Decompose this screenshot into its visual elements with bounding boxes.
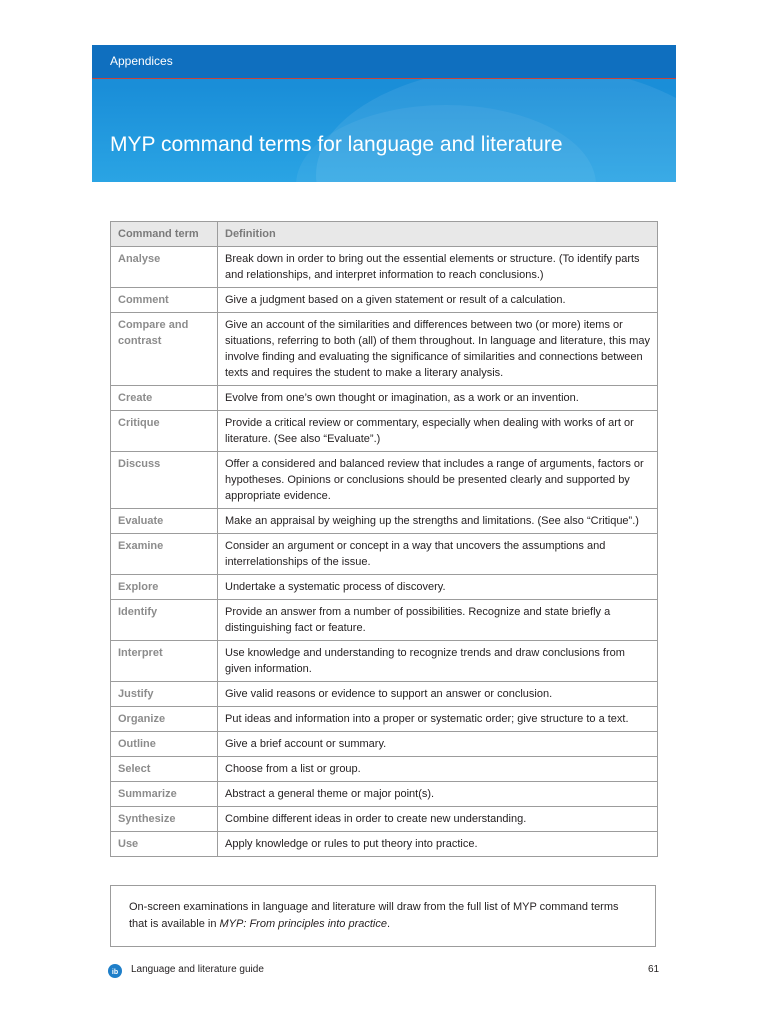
- term-definition: Make an appraisal by weighing up the strengths and limitations. (See also “Critique”.): [218, 509, 658, 534]
- section-bar: [92, 45, 676, 79]
- term-definition: Give a brief account or summary.: [218, 732, 658, 757]
- command-term: Discuss: [111, 452, 218, 509]
- table-row: [111, 386, 658, 411]
- term-definition: Give a judgment based on a given statement or result of a calculation.: [218, 288, 658, 313]
- command-term: Create: [111, 386, 218, 411]
- command-term: Evaluate: [111, 509, 218, 534]
- note-emphasis: MYP: From principles into practice: [219, 918, 387, 930]
- term-definition: Provide an answer from a number of possibilities. Recognize and state briefly a distinguishing fact or feature.: [218, 600, 658, 641]
- ib-logo-icon: [108, 964, 122, 978]
- table-row: [111, 832, 658, 857]
- column-header-term: Command term: [111, 222, 218, 247]
- term-definition: Abstract a general theme or major point(s).: [218, 782, 658, 807]
- command-term: Outline: [111, 732, 218, 757]
- command-term: Compare and contrast: [111, 313, 218, 386]
- page-number: 61: [648, 964, 660, 975]
- term-definition: Apply knowledge or rules to put theory into practice.: [218, 832, 658, 857]
- table-row: [111, 782, 658, 807]
- page-title: MYP command terms for language and literature: [110, 133, 563, 157]
- term-definition: Offer a considered and balanced review that includes a range of arguments, factors or hypotheses. Opinions or conclusions should be presented clearly and supported by appropriate evidence.: [218, 452, 658, 509]
- table-row: [111, 641, 658, 682]
- command-term: Synthesize: [111, 807, 218, 832]
- command-term: Identify: [111, 600, 218, 641]
- svg-text:ib: ib: [111, 969, 119, 976]
- command-term: Summarize: [111, 782, 218, 807]
- command-term: Comment: [111, 288, 218, 313]
- command-term: Interpret: [111, 641, 218, 682]
- table-row: [111, 682, 658, 707]
- table-row: [111, 534, 658, 575]
- term-definition: Provide a critical review or commentary, especially when dealing with works of art or literature. (See also “Evaluate”.): [218, 411, 658, 452]
- table-body: [111, 247, 658, 857]
- table-row: [111, 247, 658, 288]
- command-term: Use: [111, 832, 218, 857]
- table-row: [111, 509, 658, 534]
- table-row: [111, 707, 658, 732]
- command-term: Examine: [111, 534, 218, 575]
- term-definition: Undertake a systematic process of discovery.: [218, 575, 658, 600]
- term-definition: Use knowledge and understanding to recognize trends and draw conclusions from given information.: [218, 641, 658, 682]
- command-term: Explore: [111, 575, 218, 600]
- column-header-definition: Definition: [218, 222, 658, 247]
- term-definition: Give valid reasons or evidence to support an answer or conclusion.: [218, 682, 658, 707]
- table-row: [111, 600, 658, 641]
- note-text-end: .: [387, 918, 391, 930]
- table-row: [111, 313, 658, 386]
- command-terms-table: [110, 221, 658, 857]
- command-term: Analyse: [111, 247, 218, 288]
- term-definition: Break down in order to bring out the essential elements or structure. (To identify parts and relationships, and interpret information to reach conclusions.): [218, 247, 658, 288]
- term-definition: Choose from a list or group.: [218, 757, 658, 782]
- term-definition: Give an account of the similarities and differences between two (or more) items or situations, referring to both (all) of them throughout. In language and literature, this may involve finding and evaluating the significance of similarities and connections between texts and requires the student to make a literary analysis.: [218, 313, 658, 386]
- table-row: [111, 452, 658, 509]
- term-definition: Combine different ideas in order to create new understanding.: [218, 807, 658, 832]
- header-banner: [92, 45, 676, 182]
- table-row: [111, 807, 658, 832]
- term-definition: Consider an argument or concept in a way that uncovers the assumptions and interrelationships of the issue.: [218, 534, 658, 575]
- table-row: [111, 288, 658, 313]
- term-definition: Evolve from one’s own thought or imagination, as a work or an invention.: [218, 386, 658, 411]
- command-term: Justify: [111, 682, 218, 707]
- command-term: Organize: [111, 707, 218, 732]
- table-row: [111, 575, 658, 600]
- note-text: On-screen examinations in language and literature will draw from the full list of MYP command terms that is available in: [129, 901, 619, 930]
- table-row: [111, 757, 658, 782]
- guide-title: Language and literature guide: [131, 964, 264, 975]
- note-box: [110, 885, 656, 947]
- table-header-row: [111, 222, 658, 247]
- table-row: [111, 732, 658, 757]
- command-term: Critique: [111, 411, 218, 452]
- section-label: Appendices: [110, 54, 173, 68]
- table-row: [111, 411, 658, 452]
- command-term: Select: [111, 757, 218, 782]
- term-definition: Put ideas and information into a proper or systematic order; give structure to a text.: [218, 707, 658, 732]
